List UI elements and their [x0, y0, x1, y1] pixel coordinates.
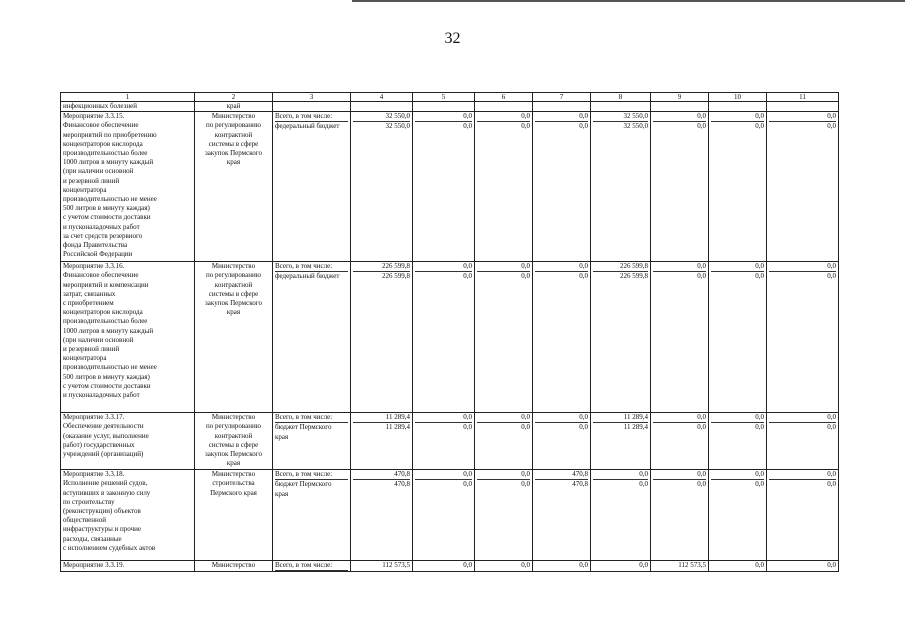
source-detail-label: федеральный бюджет — [275, 122, 340, 131]
source-detail-label: бюджет Пермского края — [275, 423, 332, 441]
total-amount: 0,0 — [579, 561, 588, 570]
empty-cell — [351, 102, 413, 112]
amount-cell — [413, 262, 475, 413]
scan-edge-line — [352, 0, 905, 2]
detail-amount: 0,0 — [827, 272, 836, 281]
empty-cell — [533, 102, 591, 112]
header-row — [61, 93, 839, 102]
activity-name-cell: Мероприятие 3.3.15. Финансовое обеспечение мероприятий по приобретению концентраторов кислорода производительностью более 1000 литров в минуту каждый (при наличии основной и резервной линий концентратора производительностью не менее 500 литров в минуту каждая) с учетом стоимости доставки и пусконаладочных работ за счет средств резервного фонда Правительства Российской Федерации — [61, 112, 195, 262]
detail-amount: 0,0 — [639, 480, 648, 489]
activity-name-cell: Мероприятие 3.3.17. Обеспечение деятельности (оказание услуг, выполнение работ) государственных учреждений (организаций) — [61, 413, 195, 470]
detail-amount: 0,0 — [579, 423, 588, 432]
detail-amount: 32 550,0 — [623, 122, 648, 131]
detail-amount: 0,0 — [697, 122, 706, 131]
detail-amount: 0,0 — [755, 272, 764, 281]
total-amount: 0,0 — [639, 561, 648, 570]
amount-cell — [651, 470, 709, 561]
detail-amount: 0,0 — [521, 122, 530, 131]
total-amount: 0,0 — [653, 112, 706, 122]
total-amount: 0,0 — [769, 413, 836, 423]
amount-cell — [767, 413, 839, 470]
empty-cell — [475, 102, 533, 112]
total-amount: 112 573,5 — [678, 561, 706, 570]
detail-amount: 0,0 — [697, 423, 706, 432]
amount-cell — [767, 262, 839, 413]
total-amount: 226 599,8 — [593, 262, 648, 272]
detail-amount: 0,0 — [463, 122, 472, 131]
amount-cell — [591, 112, 651, 262]
detail-amount: 0,0 — [755, 480, 764, 489]
amount-cell — [651, 561, 709, 572]
total-amount: 0,0 — [593, 470, 648, 480]
total-amount: 11 289,4 — [593, 413, 648, 423]
amount-cell — [413, 112, 475, 262]
total-amount: 226 599,8 — [353, 262, 410, 272]
detail-amount: 0,0 — [827, 423, 836, 432]
amount-cell — [591, 470, 651, 561]
total-amount: 0,0 — [653, 262, 706, 272]
total-amount: 470,8 — [535, 470, 588, 480]
column-header: 9 — [651, 93, 709, 102]
empty-cell — [651, 102, 709, 112]
amount-cell — [709, 262, 767, 413]
source-total-label: Всего, в том числе: — [275, 413, 348, 423]
source-total-label: Всего, в том числе: — [275, 262, 348, 272]
amount-cell — [351, 561, 413, 572]
column-header: 3 — [273, 93, 351, 102]
source-detail-label: бюджет Пермского края — [275, 480, 332, 498]
amount-cell — [413, 470, 475, 561]
detail-amount: 32 550,0 — [385, 122, 410, 131]
detail-amount: 0,0 — [697, 480, 706, 489]
amount-cell — [533, 262, 591, 413]
total-amount: 11 289,4 — [353, 413, 410, 423]
total-amount: 112 573,5 — [382, 561, 410, 570]
funding-source-cell — [273, 561, 351, 572]
table-row — [61, 413, 839, 470]
amount-cell — [533, 470, 591, 561]
executor-cell: Министерство строительства Пермского края — [195, 470, 273, 561]
amount-cell — [351, 112, 413, 262]
total-amount: 0,0 — [653, 413, 706, 423]
amount-cell — [413, 413, 475, 470]
amount-cell — [709, 470, 767, 561]
detail-amount: 0,0 — [463, 272, 472, 281]
table-row — [61, 262, 839, 413]
empty-cell — [413, 102, 475, 112]
column-header: 11 — [767, 93, 839, 102]
amount-cell — [475, 112, 533, 262]
total-amount: 32 550,0 — [353, 112, 410, 122]
amount-cell — [351, 470, 413, 561]
column-header: 8 — [591, 93, 651, 102]
amount-cell — [591, 262, 651, 413]
total-amount: 0,0 — [477, 112, 530, 122]
empty-cell — [591, 102, 651, 112]
total-amount: 0,0 — [415, 112, 472, 122]
total-amount: 0,0 — [535, 413, 588, 423]
total-amount: 32 550,0 — [593, 112, 648, 122]
executor-cell: Министерство — [195, 561, 273, 572]
source-total-label: Всего, в том числе: — [275, 561, 348, 571]
activity-name-cell: Мероприятие 3.3.16. Финансовое обеспечение мероприятий и компенсации затрат, связанных с приобретением концентраторов кислорода производительностью более 1000 литров в минуту каждый (при наличии основной и резервной линий концентратора производительностью не менее 500 литров в минуту каждая) с учетом стоимости доставки и пусконаладочных работ — [61, 262, 195, 413]
detail-amount: 11 289,4 — [385, 423, 410, 432]
column-header: 6 — [475, 93, 533, 102]
executor-cell: край — [195, 102, 273, 112]
executor-cell: Министерство по регулированию контрактной системы в сфере закупок Пермского края — [195, 413, 273, 470]
amount-cell — [709, 112, 767, 262]
source-total-label: Всего, в том числе: — [275, 470, 348, 480]
total-amount: 0,0 — [477, 262, 530, 272]
page-number: 32 — [444, 30, 461, 47]
funding-source-cell — [273, 470, 351, 561]
total-amount: 470,8 — [353, 470, 410, 480]
amount-cell — [475, 413, 533, 470]
amount-cell — [533, 112, 591, 262]
total-amount: 0,0 — [521, 561, 530, 570]
total-amount: 0,0 — [711, 413, 764, 423]
detail-amount: 470,8 — [394, 480, 410, 489]
amount-cell — [533, 561, 591, 572]
detail-amount: 0,0 — [579, 272, 588, 281]
detail-amount: 0,0 — [463, 480, 472, 489]
detail-amount: 0,0 — [521, 423, 530, 432]
funding-source-cell — [273, 112, 351, 262]
total-amount: 0,0 — [477, 470, 530, 480]
executor-cell: Министерство по регулированию контрактной системы в сфере закупок Пермского края — [195, 112, 273, 262]
funding-source-cell — [273, 262, 351, 413]
amount-cell — [475, 561, 533, 572]
column-header: 4 — [351, 93, 413, 102]
source-detail-label: федеральный бюджет — [275, 272, 340, 281]
total-amount: 0,0 — [463, 561, 472, 570]
activity-name-cell: инфекционных болезней — [61, 102, 195, 112]
amount-cell — [533, 413, 591, 470]
continuation-row — [61, 102, 839, 112]
total-amount: 0,0 — [755, 561, 764, 570]
amount-cell — [709, 413, 767, 470]
detail-amount: 0,0 — [755, 423, 764, 432]
detail-amount: 0,0 — [827, 122, 836, 131]
total-amount: 0,0 — [415, 413, 472, 423]
detail-amount: 226 599,8 — [620, 272, 648, 281]
amount-cell — [591, 413, 651, 470]
total-amount: 0,0 — [477, 413, 530, 423]
detail-amount: 0,0 — [827, 480, 836, 489]
empty-cell — [709, 102, 767, 112]
activity-name-cell: Мероприятие 3.3.18. Исполнение решений судов, вступивших в законную силу по строительству (реконструкции) объектов общественной инфраструктуры и прочие расходы, связанные с исполнением судебных актов — [61, 470, 195, 561]
detail-amount: 470,8 — [572, 480, 588, 489]
total-amount: 0,0 — [711, 262, 764, 272]
column-header: 5 — [413, 93, 475, 102]
table-row — [61, 112, 839, 262]
activity-name-cell: Мероприятие 3.3.19. — [61, 561, 195, 572]
amount-cell — [651, 413, 709, 470]
detail-amount: 226 599,8 — [382, 272, 410, 281]
amount-cell — [651, 112, 709, 262]
budget-table — [60, 92, 839, 572]
amount-cell — [475, 470, 533, 561]
amount-cell — [351, 262, 413, 413]
amount-cell — [767, 112, 839, 262]
amount-cell — [709, 561, 767, 572]
empty-cell — [273, 102, 351, 112]
total-amount: 0,0 — [769, 262, 836, 272]
executor-cell: Министерство по регулированию контрактной системы в сфере закупок Пермского края — [195, 262, 273, 413]
total-amount: 0,0 — [535, 112, 588, 122]
amount-cell — [767, 561, 839, 572]
detail-amount: 0,0 — [697, 272, 706, 281]
amount-cell — [767, 470, 839, 561]
detail-amount: 0,0 — [521, 480, 530, 489]
table-row — [61, 561, 839, 572]
detail-amount: 0,0 — [521, 272, 530, 281]
total-amount: 0,0 — [769, 112, 836, 122]
total-amount: 0,0 — [415, 470, 472, 480]
total-amount: 0,0 — [415, 262, 472, 272]
detail-amount: 11 289,4 — [623, 423, 648, 432]
table-row — [61, 470, 839, 561]
total-amount: 0,0 — [827, 561, 836, 570]
amount-cell — [475, 262, 533, 413]
detail-amount: 0,0 — [755, 122, 764, 131]
source-total-label: Всего, в том числе: — [275, 112, 348, 122]
detail-amount: 0,0 — [579, 122, 588, 131]
amount-cell — [651, 262, 709, 413]
total-amount: 0,0 — [769, 470, 836, 480]
column-header: 7 — [533, 93, 591, 102]
empty-cell — [767, 102, 839, 112]
column-header: 1 — [61, 93, 195, 102]
column-header: 10 — [709, 93, 767, 102]
column-header: 2 — [195, 93, 273, 102]
total-amount: 0,0 — [711, 112, 764, 122]
total-amount: 0,0 — [653, 470, 706, 480]
amount-cell — [351, 413, 413, 470]
total-amount: 0,0 — [711, 470, 764, 480]
total-amount: 0,0 — [535, 262, 588, 272]
amount-cell — [413, 561, 475, 572]
amount-cell — [591, 561, 651, 572]
detail-amount: 0,0 — [463, 423, 472, 432]
funding-source-cell — [273, 413, 351, 470]
